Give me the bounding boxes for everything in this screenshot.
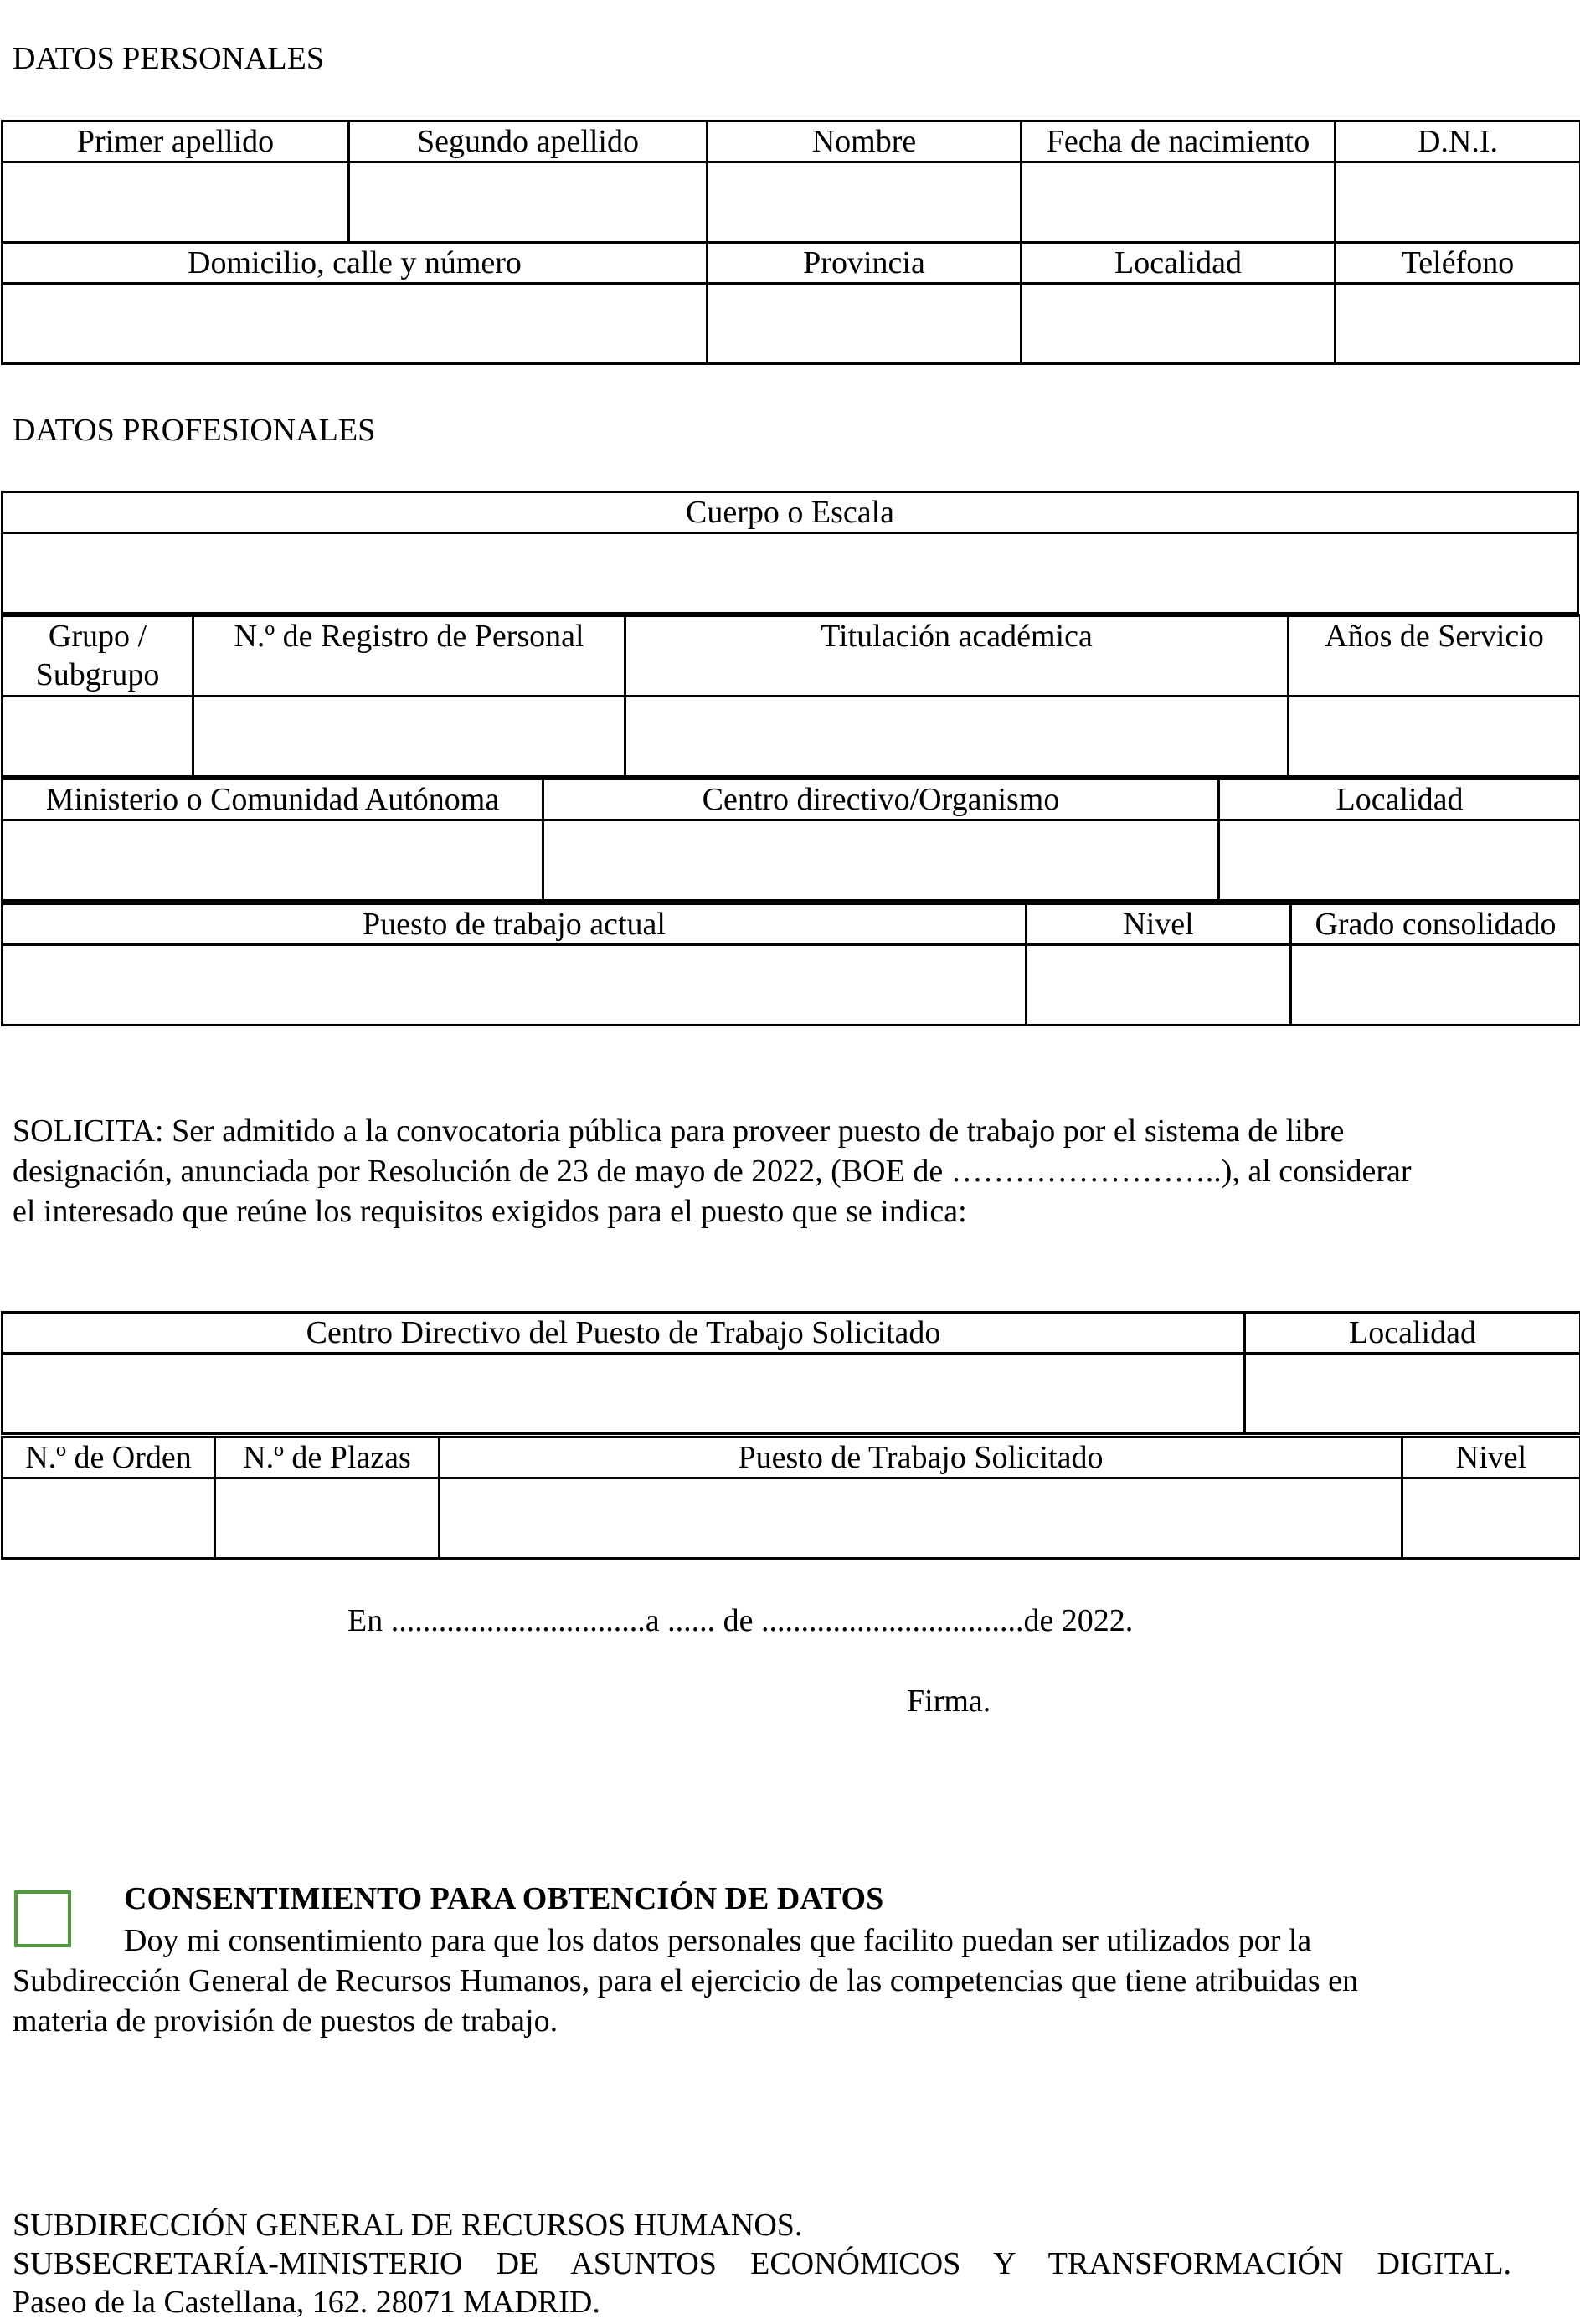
field-anos-servicio[interactable] bbox=[1289, 697, 1580, 777]
header-ministerio: Ministerio o Comunidad Autónoma bbox=[3, 779, 543, 820]
field-nivel-solicitado[interactable] bbox=[1402, 1478, 1580, 1559]
personal-data-table bbox=[1, 120, 1580, 365]
field-localidad-prof[interactable] bbox=[1219, 820, 1580, 901]
consent-paragraph bbox=[13, 1920, 1511, 2041]
header-centro-solicitado: Centro Directivo del Puesto de Trabajo Solicitado bbox=[3, 1313, 1245, 1354]
professional-ministerio-table bbox=[1, 778, 1580, 902]
footer-line-3: Paseo de la Castellana, 162. 28071 MADRID. bbox=[13, 2285, 600, 2320]
header-segundo-apellido: Segundo apellido bbox=[349, 121, 708, 162]
request-line-2: designación, anunciada por Resolución de 23 de mayo de 2022, (BOE de ……………………..), al considerar bbox=[13, 1154, 1412, 1189]
consent-title: CONSENTIMIENTO PARA OBTENCIÓN DE DATOS bbox=[124, 1881, 884, 1916]
field-cuerpo-escala[interactable] bbox=[3, 533, 1578, 614]
header-primer-apellido: Primer apellido bbox=[3, 121, 349, 162]
field-grado-consolidado[interactable] bbox=[1291, 945, 1580, 1026]
field-localidad-solicitado[interactable] bbox=[1245, 1354, 1580, 1434]
field-titulacion[interactable] bbox=[625, 697, 1289, 777]
field-telefono[interactable] bbox=[1336, 284, 1580, 364]
requested-puesto-table bbox=[1, 1436, 1580, 1560]
header-titulacion: Titulación académica bbox=[625, 616, 1289, 697]
field-nombre[interactable] bbox=[708, 162, 1022, 243]
footer-line-1: SUBDIRECCIÓN GENERAL DE RECURSOS HUMANOS. bbox=[13, 2208, 803, 2243]
consent-line-1: Doy mi consentimiento para que los datos personales que facilito puedan ser utilizados por la bbox=[124, 1923, 1312, 1958]
field-registro-personal[interactable] bbox=[193, 697, 625, 777]
professional-cuerpo-table bbox=[1, 491, 1579, 614]
header-numero-plazas: N.º de Plazas bbox=[215, 1437, 440, 1478]
requested-centro-table bbox=[1, 1311, 1580, 1435]
header-localidad-solicitado: Localidad bbox=[1245, 1313, 1580, 1354]
field-puesto-solicitado[interactable] bbox=[440, 1478, 1402, 1559]
header-nombre: Nombre bbox=[708, 121, 1022, 162]
field-localidad[interactable] bbox=[1022, 284, 1336, 364]
footer-address bbox=[13, 2206, 1511, 2321]
header-registro-personal: N.º de Registro de Personal bbox=[193, 616, 625, 697]
header-puesto-solicitado: Puesto de Trabajo Solicitado bbox=[440, 1437, 1402, 1478]
field-numero-orden[interactable] bbox=[3, 1478, 215, 1559]
header-nivel-solicitado: Nivel bbox=[1402, 1437, 1580, 1478]
field-puesto-actual[interactable] bbox=[3, 945, 1027, 1026]
field-centro-solicitado[interactable] bbox=[3, 1354, 1245, 1434]
header-fecha-nacimiento: Fecha de nacimiento bbox=[1022, 121, 1336, 162]
field-primer-apellido[interactable] bbox=[3, 162, 349, 243]
request-paragraph bbox=[13, 1111, 1511, 1231]
field-numero-plazas[interactable] bbox=[215, 1478, 440, 1559]
field-nivel-actual[interactable] bbox=[1027, 945, 1291, 1026]
field-domicilio[interactable] bbox=[3, 284, 708, 364]
header-grado-consolidado: Grado consolidado bbox=[1291, 904, 1580, 945]
section-title-personal: DATOS PERSONALES bbox=[13, 41, 324, 76]
field-grupo-subgrupo[interactable] bbox=[3, 697, 193, 777]
header-dni: D.N.I. bbox=[1336, 121, 1580, 162]
header-cuerpo-escala: Cuerpo o Escala bbox=[3, 492, 1578, 533]
field-dni[interactable] bbox=[1336, 162, 1580, 243]
signature-label: Firma. bbox=[907, 1684, 991, 1719]
header-nivel-actual: Nivel bbox=[1027, 904, 1291, 945]
field-ministerio[interactable] bbox=[3, 820, 543, 901]
header-provincia: Provincia bbox=[708, 243, 1022, 284]
header-puesto-actual: Puesto de trabajo actual bbox=[3, 904, 1027, 945]
professional-registro-table bbox=[1, 614, 1580, 778]
consent-line-3: materia de provisión de puestos de trabajo. bbox=[13, 2003, 558, 2039]
professional-puesto-table bbox=[1, 902, 1580, 1026]
field-provincia[interactable] bbox=[708, 284, 1022, 364]
field-segundo-apellido[interactable] bbox=[349, 162, 708, 243]
header-domicilio: Domicilio, calle y número bbox=[3, 243, 708, 284]
header-localidad: Localidad bbox=[1022, 243, 1336, 284]
header-anos-servicio: Años de Servicio bbox=[1289, 616, 1580, 697]
header-localidad-prof: Localidad bbox=[1219, 779, 1580, 820]
request-line-1: SOLICITA: Ser admitido a la convocatoria pública para proveer puesto de trabajo por el sistema de libre bbox=[13, 1113, 1345, 1149]
grupo-label-line1: Grupo / bbox=[48, 619, 147, 654]
header-grupo-subgrupo bbox=[3, 616, 193, 697]
footer-line-2: SUBSECRETARÍA-MINISTERIO DE ASUNTOS ECONÓMICOS Y TRANSFORMACIÓN DIGITAL. bbox=[13, 2246, 1511, 2281]
grupo-label-line2: Subgrupo bbox=[35, 657, 160, 692]
header-numero-orden: N.º de Orden bbox=[3, 1437, 215, 1478]
place-date-line: En ................................a ...... de .................................de 2022. bbox=[347, 1603, 1134, 1638]
header-telefono: Teléfono bbox=[1336, 243, 1580, 284]
field-centro-directivo[interactable] bbox=[543, 820, 1219, 901]
request-line-3: el interesado que reúne los requisitos exigidos para el puesto que se indica: bbox=[13, 1194, 967, 1229]
section-title-professional: DATOS PROFESIONALES bbox=[13, 413, 376, 448]
field-fecha-nacimiento[interactable] bbox=[1022, 162, 1336, 243]
consent-line-2: Subdirección General de Recursos Humanos, para el ejercicio de las competencias que tiene atribuidas en bbox=[13, 1963, 1358, 1998]
header-centro-directivo: Centro directivo/Organismo bbox=[543, 779, 1219, 820]
